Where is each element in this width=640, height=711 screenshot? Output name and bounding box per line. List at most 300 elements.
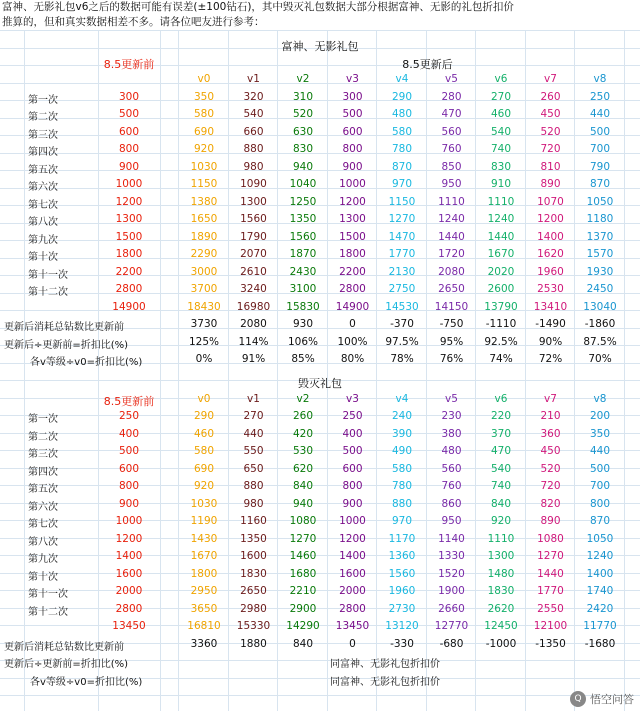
price-cell-v6: 1830 [487, 585, 515, 597]
price-cell-v7: 720 [540, 143, 561, 155]
price-cell-v6: 2600 [487, 283, 515, 295]
total-cell-v8: 11770 [583, 620, 617, 632]
price-cell-v4: 2750 [388, 283, 416, 295]
price-cell-v3: 1600 [339, 567, 366, 580]
price-cell-v6: 1670 [487, 248, 515, 260]
total-cell-v2: 15830 [286, 300, 320, 313]
price-cell-v0: 1030 [190, 497, 218, 510]
price-cell-v4: 780 [391, 480, 413, 492]
price-cell-v1: 440 [243, 427, 264, 440]
diff-label: 更新后消耗总钻数比更新前 [4, 322, 124, 333]
row-label: 第七次 [28, 199, 58, 211]
price-cell-v0: 1380 [190, 195, 218, 208]
row-label: 第九次 [28, 234, 58, 246]
vratio-cell: 91% [241, 353, 266, 365]
price-cell-v0: 350 [193, 90, 215, 103]
price-cell-v5: 560 [441, 462, 462, 475]
level-header-v6: v6 [494, 392, 508, 405]
price-cell-v1: 980 [243, 160, 264, 173]
price-cell-v1: 2610 [240, 265, 267, 278]
total-cell-v2: 14290 [286, 620, 320, 632]
price-cell-v1: 1560 [240, 213, 267, 225]
price-cell-v0: 2950 [190, 585, 218, 597]
ratio-cell: 97.5% [385, 335, 419, 348]
price-cell-v0: 690 [193, 125, 215, 138]
price-cell-v0: 1650 [190, 213, 218, 225]
price-cell-v6: 840 [490, 497, 512, 510]
old-price-cell: 1800 [115, 248, 143, 260]
price-cell-v6: 1440 [487, 230, 515, 243]
price-cell-v6: 2020 [487, 265, 515, 278]
diff-cell: -750 [439, 318, 464, 330]
price-cell-v2: 530 [292, 445, 314, 457]
price-cell-v4: 970 [391, 178, 413, 190]
price-cell-v6: 270 [490, 90, 512, 103]
row-label: 第二次 [28, 431, 58, 443]
price-cell-v8: 1050 [586, 532, 614, 545]
price-cell-v1: 650 [243, 462, 264, 475]
price-cell-v2: 260 [292, 410, 314, 422]
total-cell-v5: 14150 [434, 300, 469, 313]
price-cell-v8: 350 [589, 427, 611, 440]
level-header-v3: v3 [346, 392, 359, 405]
price-cell-v1: 2980 [240, 602, 267, 615]
row-label: 第八次 [28, 217, 58, 228]
price-cell-v7: 890 [540, 515, 561, 527]
level-header-v2: v2 [296, 392, 310, 405]
price-cell-v7: 890 [540, 178, 561, 190]
old-price-cell: 1400 [115, 550, 143, 562]
price-cell-v0: 1150 [190, 178, 218, 190]
grid-line [24, 30, 25, 711]
old-total-cell: 13450 [112, 620, 146, 632]
price-cell-v8: 500 [589, 462, 611, 475]
price-cell-v3: 900 [342, 497, 363, 510]
old-price-cell: 2800 [115, 283, 143, 295]
price-cell-v5: 2080 [438, 265, 465, 278]
old-price-cell: 2000 [115, 585, 143, 597]
price-cell-v2: 940 [292, 497, 314, 510]
price-cell-v2: 2900 [289, 602, 317, 615]
section-title: 富神、无影礼包 [281, 40, 359, 53]
level-header-v1: v1 [247, 392, 260, 405]
price-cell-v3: 1200 [339, 532, 366, 545]
price-cell-v4: 780 [391, 143, 413, 155]
price-cell-v6: 540 [490, 125, 512, 138]
price-cell-v7: 450 [540, 108, 561, 120]
grid-line [160, 30, 161, 711]
old-price-cell: 300 [118, 90, 140, 103]
price-cell-v7: 520 [540, 125, 561, 138]
price-cell-v6: 370 [490, 427, 512, 440]
price-cell-v1: 1790 [240, 230, 267, 243]
diff-cell: -1110 [485, 318, 517, 330]
price-cell-v2: 1560 [289, 230, 317, 243]
vratio-cell: 80% [340, 353, 365, 365]
vratio-cell: 85% [291, 353, 315, 365]
price-cell-v0: 290 [193, 410, 215, 422]
price-cell-v0: 3650 [190, 602, 218, 615]
price-cell-v3: 600 [342, 462, 363, 475]
ratio-cell: 106% [287, 335, 319, 348]
price-cell-v5: 230 [441, 410, 462, 422]
watermark-text: 悟空问答 [590, 693, 634, 706]
total-cell-v5: 12770 [434, 620, 469, 632]
price-cell-v7: 1400 [537, 230, 564, 243]
price-cell-v2: 1870 [289, 248, 317, 260]
price-cell-v4: 2730 [388, 602, 416, 615]
price-cell-v6: 2620 [487, 602, 515, 615]
price-cell-v2: 2430 [289, 265, 317, 278]
ratio-note: 同富神、无影礼包折扣价 [330, 659, 440, 670]
price-cell-v1: 2070 [240, 248, 267, 260]
price-cell-v8: 200 [589, 410, 611, 422]
total-cell-v8: 13040 [583, 300, 617, 313]
price-cell-v3: 1500 [339, 230, 366, 243]
diff-cell: 3360 [190, 637, 218, 650]
price-cell-v6: 910 [490, 178, 512, 190]
price-cell-v1: 1350 [240, 532, 267, 545]
price-cell-v1: 320 [243, 90, 264, 103]
price-cell-v7: 1960 [537, 265, 564, 278]
price-cell-v0: 3000 [190, 265, 218, 278]
price-cell-v3: 600 [342, 125, 363, 138]
price-cell-v7: 450 [540, 445, 561, 457]
price-cell-v2: 630 [292, 125, 314, 138]
price-cell-v6: 470 [490, 445, 512, 457]
ratio-label: 更新后÷更新前=折扣比(%) [4, 659, 129, 670]
price-cell-v8: 1050 [586, 195, 614, 208]
price-cell-v6: 540 [490, 462, 512, 475]
old-price-cell: 900 [118, 497, 140, 510]
grid-line [0, 65, 640, 66]
level-header-v1: v1 [247, 73, 260, 85]
level-header-v2: v2 [296, 73, 310, 85]
price-cell-v3: 1000 [339, 515, 366, 527]
price-cell-v2: 620 [292, 462, 314, 475]
diff-cell: -330 [390, 637, 414, 650]
price-cell-v3: 800 [342, 480, 363, 492]
price-cell-v2: 420 [292, 427, 314, 440]
diff-label: 更新后消耗总钻数比更新前 [4, 641, 124, 653]
total-cell-v6: 12450 [484, 620, 518, 632]
price-cell-v4: 870 [391, 160, 413, 173]
price-cell-v5: 480 [441, 445, 462, 457]
vratio-cell: 76% [439, 353, 464, 365]
price-cell-v5: 1520 [438, 567, 465, 580]
total-cell-v6: 13790 [484, 300, 518, 313]
price-cell-v2: 1040 [289, 178, 317, 190]
row-label: 第一次 [28, 94, 58, 106]
old-price-cell: 250 [118, 410, 140, 422]
diff-cell: -1680 [584, 637, 616, 650]
price-cell-v8: 700 [589, 480, 611, 492]
old-price-cell: 500 [118, 108, 140, 120]
diff-cell: 1880 [240, 637, 267, 650]
old-price-cell: 600 [118, 462, 140, 475]
old-price-cell: 1600 [115, 567, 143, 580]
price-cell-v3: 400 [342, 427, 363, 440]
diff-cell: 930 [292, 318, 314, 330]
row-label: 第三次 [28, 129, 58, 141]
section-title: 毁灭礼包 [298, 377, 342, 390]
price-cell-v0: 690 [193, 462, 215, 475]
price-cell-v3: 300 [342, 90, 363, 103]
price-cell-v8: 1740 [586, 585, 614, 597]
total-cell-v4: 14530 [385, 300, 419, 313]
ratio-cell: 114% [238, 335, 269, 348]
price-cell-v0: 580 [193, 445, 215, 457]
old-price-cell: 2200 [115, 265, 143, 278]
price-cell-v2: 830 [292, 143, 314, 155]
row-label: 第十次 [28, 252, 58, 263]
watermark-logo-icon: Q [570, 691, 586, 707]
price-cell-v1: 880 [243, 480, 264, 492]
ratio-cell: 90% [538, 335, 563, 348]
price-cell-v4: 970 [391, 515, 413, 527]
price-cell-v0: 1890 [190, 230, 218, 243]
price-cell-v8: 1930 [586, 265, 614, 278]
diff-cell: -680 [439, 637, 464, 650]
price-cell-v8: 870 [589, 178, 611, 190]
price-cell-v7: 520 [540, 462, 561, 475]
price-cell-v3: 2800 [339, 602, 366, 615]
vratio-note: 同富神、无影礼包折扣价 [330, 676, 440, 688]
old-price-header: 8.5更新前 [103, 394, 155, 408]
vratio-cell: 74% [489, 353, 513, 365]
row-label: 第十一次 [28, 589, 68, 600]
price-cell-v2: 520 [292, 108, 314, 120]
old-total-cell: 14900 [112, 300, 146, 313]
price-cell-v3: 2800 [339, 283, 366, 295]
price-cell-v4: 1770 [388, 248, 416, 260]
price-cell-v7: 1770 [537, 585, 564, 597]
price-cell-v4: 1360 [388, 550, 416, 562]
price-cell-v0: 1670 [190, 550, 218, 562]
price-cell-v1: 1300 [240, 195, 267, 208]
price-cell-v3: 1400 [339, 550, 366, 562]
price-cell-v5: 760 [441, 143, 462, 155]
price-cell-v2: 1460 [289, 550, 317, 562]
price-cell-v5: 1720 [438, 248, 465, 260]
price-cell-v8: 440 [589, 445, 611, 457]
total-cell-v4: 13120 [385, 620, 419, 632]
price-cell-v3: 250 [342, 410, 363, 422]
price-cell-v8: 500 [589, 125, 611, 138]
price-cell-v2: 1350 [289, 213, 317, 225]
total-cell-v3: 14900 [335, 300, 370, 313]
intro-line-2: 推算的，但和真实数据相差不多。请各位吧友进行参考： [2, 16, 265, 28]
price-cell-v4: 1960 [388, 585, 416, 597]
row-label: 第十次 [28, 571, 58, 583]
price-cell-v4: 1560 [388, 567, 416, 580]
level-header-v8: v8 [593, 73, 607, 85]
ratio-cell: 125% [188, 335, 220, 348]
price-cell-v2: 840 [292, 480, 314, 492]
old-price-cell: 1000 [115, 515, 143, 527]
vratio-cell: 70% [588, 353, 612, 365]
price-cell-v3: 1200 [339, 195, 366, 208]
price-cell-v2: 1080 [289, 515, 317, 527]
price-cell-v7: 1200 [537, 213, 564, 225]
intro-text [2, 0, 638, 30]
price-cell-v0: 1030 [190, 160, 218, 173]
price-cell-v6: 740 [490, 143, 512, 155]
level-header-v6: v6 [494, 73, 508, 85]
price-cell-v4: 580 [391, 462, 413, 475]
diff-cell: 2080 [240, 318, 267, 330]
price-cell-v2: 310 [292, 90, 314, 103]
price-cell-v0: 920 [193, 480, 215, 492]
price-cell-v3: 1800 [339, 248, 366, 260]
level-header-v7: v7 [544, 73, 557, 85]
price-cell-v5: 560 [441, 125, 462, 138]
row-label: 第四次 [28, 147, 58, 158]
price-cell-v8: 1240 [586, 550, 614, 562]
diff-cell: 0 [349, 637, 356, 650]
price-cell-v0: 1190 [190, 515, 218, 527]
price-cell-v1: 660 [243, 125, 264, 138]
price-cell-v0: 920 [193, 143, 215, 155]
price-cell-v0: 580 [193, 108, 215, 120]
price-cell-v5: 950 [441, 178, 462, 190]
price-cell-v8: 1370 [586, 230, 614, 243]
price-cell-v7: 1440 [537, 567, 564, 580]
price-cell-v1: 3240 [240, 283, 267, 295]
price-cell-v1: 2650 [240, 585, 267, 597]
old-price-header: 8.5更新前 [103, 57, 155, 71]
price-cell-v5: 1140 [438, 532, 465, 545]
price-cell-v4: 880 [391, 497, 413, 510]
price-cell-v7: 1080 [537, 532, 564, 545]
price-cell-v6: 220 [490, 410, 512, 422]
price-cell-v3: 800 [342, 143, 363, 155]
row-label: 第五次 [28, 484, 58, 495]
price-cell-v4: 1470 [388, 230, 416, 243]
price-cell-v7: 1070 [537, 195, 564, 208]
price-cell-v1: 550 [243, 445, 264, 457]
old-price-cell: 1200 [115, 532, 143, 545]
diff-cell: -1490 [535, 318, 566, 330]
price-cell-v1: 1160 [240, 515, 267, 527]
price-cell-v6: 1110 [487, 532, 515, 545]
price-cell-v3: 900 [342, 160, 363, 173]
old-price-cell: 500 [118, 445, 140, 457]
price-cell-v4: 290 [391, 90, 413, 103]
price-cell-v8: 700 [589, 143, 611, 155]
price-cell-v8: 440 [589, 108, 611, 120]
level-header-v4: v4 [395, 392, 409, 405]
price-cell-v5: 1110 [438, 195, 465, 208]
price-cell-v2: 1680 [289, 567, 317, 580]
price-cell-v8: 2450 [586, 283, 614, 295]
price-cell-v5: 280 [441, 90, 462, 103]
price-cell-v6: 1300 [487, 550, 515, 562]
row-label: 第四次 [28, 466, 58, 478]
ratio-cell: 95% [439, 335, 464, 348]
vratio-cell: 0% [195, 353, 213, 365]
row-label: 第十一次 [28, 269, 68, 281]
diff-cell: 840 [292, 637, 314, 650]
price-cell-v5: 860 [441, 497, 462, 510]
vratio-label: 各v等级÷v0=折扣比(%) [30, 676, 143, 688]
price-cell-v8: 800 [589, 497, 611, 510]
old-price-cell: 900 [118, 160, 140, 173]
price-cell-v2: 940 [292, 160, 314, 173]
price-cell-v5: 1240 [438, 213, 465, 225]
price-cell-v3: 2200 [339, 265, 366, 278]
row-label: 第七次 [28, 519, 58, 530]
price-cell-v7: 720 [540, 480, 561, 492]
old-price-cell: 600 [118, 125, 140, 138]
row-label: 第十二次 [28, 606, 68, 618]
grid-line [98, 30, 99, 711]
price-cell-v2: 3100 [289, 283, 317, 295]
row-label: 第五次 [28, 164, 58, 176]
price-cell-v7: 820 [540, 497, 561, 510]
price-cell-v1: 540 [243, 108, 264, 120]
price-cell-v1: 1600 [240, 550, 267, 562]
price-cell-v0: 2290 [190, 248, 218, 260]
ratio-label: 更新后÷更新前=折扣比(%) [4, 339, 129, 351]
price-cell-v2: 2210 [289, 585, 317, 597]
total-cell-v7: 12100 [533, 620, 568, 632]
price-cell-v3: 500 [342, 108, 363, 120]
grid-line [0, 30, 640, 31]
grid-line [0, 695, 640, 696]
price-cell-v7: 2530 [537, 283, 564, 295]
old-price-cell: 1200 [115, 195, 143, 208]
new-price-header: 8.5更新后 [402, 57, 453, 71]
price-cell-v1: 1830 [240, 567, 267, 580]
grid-line [178, 30, 179, 711]
price-cell-v3: 500 [342, 445, 363, 457]
ratio-cell: 100% [337, 335, 368, 348]
price-cell-v1: 1090 [240, 178, 267, 190]
diff-cell: -370 [390, 318, 414, 330]
price-cell-v6: 740 [490, 480, 512, 492]
price-cell-v5: 850 [441, 160, 462, 173]
price-cell-v4: 1270 [388, 213, 416, 225]
price-cell-v6: 1480 [487, 567, 515, 580]
price-cell-v1: 980 [243, 497, 264, 510]
price-cell-v5: 470 [441, 108, 462, 120]
price-cell-v4: 390 [391, 427, 413, 440]
price-cell-v4: 1170 [388, 532, 416, 545]
price-cell-v7: 260 [540, 90, 561, 103]
diff-cell: -1000 [485, 637, 517, 650]
price-cell-v8: 1180 [586, 213, 614, 225]
row-label: 第二次 [28, 112, 58, 123]
price-cell-v6: 1110 [487, 195, 515, 208]
watermark [570, 691, 634, 707]
price-cell-v5: 950 [441, 515, 462, 527]
price-cell-v8: 790 [589, 160, 611, 173]
vratio-cell: 78% [390, 353, 414, 365]
price-cell-v2: 1270 [289, 532, 317, 545]
price-cell-v6: 1240 [487, 213, 515, 225]
row-label: 第九次 [28, 554, 58, 565]
price-cell-v3: 1300 [339, 213, 366, 225]
old-price-cell: 800 [118, 143, 140, 155]
diff-cell: -1860 [584, 318, 616, 330]
price-cell-v5: 2650 [438, 283, 465, 295]
level-header-v0: v0 [197, 392, 211, 405]
ratio-cell: 87.5% [583, 335, 617, 348]
diff-cell: 3730 [190, 318, 218, 330]
old-price-cell: 1500 [115, 230, 143, 243]
price-cell-v5: 1440 [438, 230, 465, 243]
